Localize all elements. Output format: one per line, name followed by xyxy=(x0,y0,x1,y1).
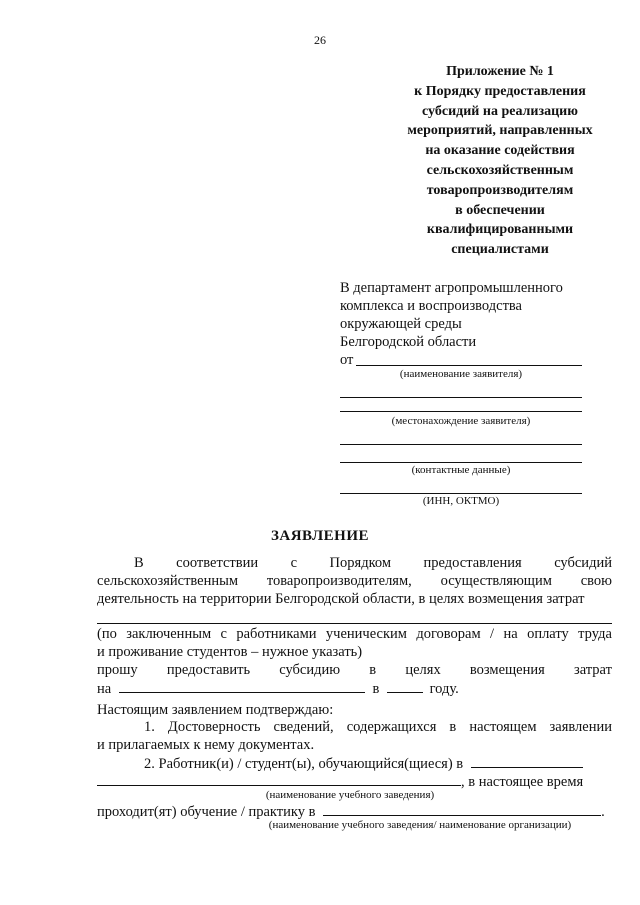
word: в xyxy=(372,681,380,697)
cost-type-field[interactable] xyxy=(97,623,612,624)
word: свою xyxy=(580,573,612,589)
appendix-header xyxy=(360,62,640,260)
applicant-location-field-2[interactable] xyxy=(340,444,582,445)
paragraph-line xyxy=(97,626,612,643)
from-label: от xyxy=(340,352,354,368)
appendix-line: в обеспечении xyxy=(455,202,545,218)
appendix-line: сельскохозяйственным xyxy=(426,162,574,178)
confirm-item-1: 1. Достоверность сведений, содержащихся в настоящем заявлении xyxy=(144,719,612,735)
paragraph-line: деятельность на территории Белгородской области, в целях возмещения затрат xyxy=(97,591,585,607)
year-field[interactable] xyxy=(387,680,423,693)
word: прошу xyxy=(97,662,138,678)
page-number: 26 xyxy=(314,33,326,47)
applicant-name-caption: (наименование заявителя) xyxy=(399,368,523,380)
institution-field-2[interactable] xyxy=(97,773,461,786)
word: , в настоящее время xyxy=(461,774,584,790)
word: затрат xyxy=(574,662,612,678)
word: В xyxy=(134,555,144,571)
document-title: ЗАЯВЛЕНИЕ xyxy=(270,528,370,544)
addressee-line: окружающей среды xyxy=(340,316,462,332)
applicant-inn-caption: (ИНН, ОКТМО) xyxy=(422,495,500,507)
appendix-line: специалистами xyxy=(451,242,549,258)
appendix-line: субсидий на реализацию xyxy=(422,103,578,119)
applicant-location-field[interactable] xyxy=(340,411,582,412)
paragraph-line: и проживание студентов – нужное указать) xyxy=(97,644,363,660)
word: ученическим xyxy=(325,626,407,642)
paragraph-line xyxy=(97,573,612,590)
word: 2. Работник(и) / студент(ы), обучающийся(щиеся) в xyxy=(144,756,464,772)
organization-field[interactable] xyxy=(323,803,601,816)
word: договорам xyxy=(416,626,481,642)
word: субсидию xyxy=(279,662,341,678)
institution-field[interactable] xyxy=(471,755,583,768)
confirm-heading: Настоящим заявлением подтверждаю: xyxy=(97,702,334,718)
word: предоставления xyxy=(423,555,522,571)
applicant-name-field[interactable] xyxy=(356,365,582,366)
word: товаропроизводителям, xyxy=(266,573,412,589)
appendix-line: квалифицированными xyxy=(426,222,574,238)
word: Порядком xyxy=(329,555,392,571)
paragraph-line xyxy=(97,555,612,572)
addressee-line: комплекса и воспроизводства xyxy=(340,298,522,314)
word: сельскохозяйственным xyxy=(97,573,239,589)
word: . xyxy=(601,804,605,820)
word: с xyxy=(290,555,298,571)
word: оплату xyxy=(527,626,569,642)
word: возмещения xyxy=(469,662,545,678)
applicant-inn-field[interactable] xyxy=(340,493,582,494)
confirm-item-2 xyxy=(144,755,583,773)
organization-caption: (наименование учебного заведения/ наименование организации) xyxy=(268,819,572,831)
applicant-location-caption: (местонахождение заявителя) xyxy=(391,415,531,427)
word: (по xyxy=(97,626,117,642)
appendix-line: мероприятий, направленных xyxy=(407,123,593,139)
word: на xyxy=(97,681,112,697)
word: на xyxy=(503,626,518,642)
applicant-contacts-field[interactable] xyxy=(340,462,582,463)
paragraph-line xyxy=(97,719,612,736)
word: соответствии xyxy=(176,555,259,571)
word: субсидий xyxy=(554,555,612,571)
addressee-line: Белгородской области xyxy=(340,334,477,350)
word: труда xyxy=(578,626,612,642)
appendix-line: товаропроизводителям xyxy=(426,182,574,198)
word: предоставить xyxy=(166,662,251,678)
word: году. xyxy=(429,681,459,697)
applicant-contacts-caption: (контактные данные) xyxy=(411,464,511,476)
subsidy-purpose-field[interactable] xyxy=(119,680,365,693)
paragraph-line: и прилагаемых к нему документах. xyxy=(97,737,315,753)
appendix-line: к Порядку предоставления xyxy=(414,83,586,99)
word: проходит(ят) обучение / практику в xyxy=(97,804,316,820)
paragraph-line xyxy=(97,662,612,679)
word: осуществляющим xyxy=(440,573,552,589)
appendix-line: на оказание содействия xyxy=(425,143,575,159)
institution-caption: (наименование учебного заведения) xyxy=(265,789,435,801)
appendix-line: Приложение № 1 xyxy=(446,64,554,79)
word: целях xyxy=(405,662,441,678)
word: заключенным xyxy=(126,626,212,642)
addressee-line: В департамент агропромышленного xyxy=(340,280,563,296)
paragraph-line xyxy=(97,680,459,698)
word: / xyxy=(490,626,495,642)
word: с xyxy=(220,626,227,642)
word: работниками xyxy=(236,626,317,642)
word: в xyxy=(369,662,377,678)
applicant-name-field-2[interactable] xyxy=(340,397,582,398)
